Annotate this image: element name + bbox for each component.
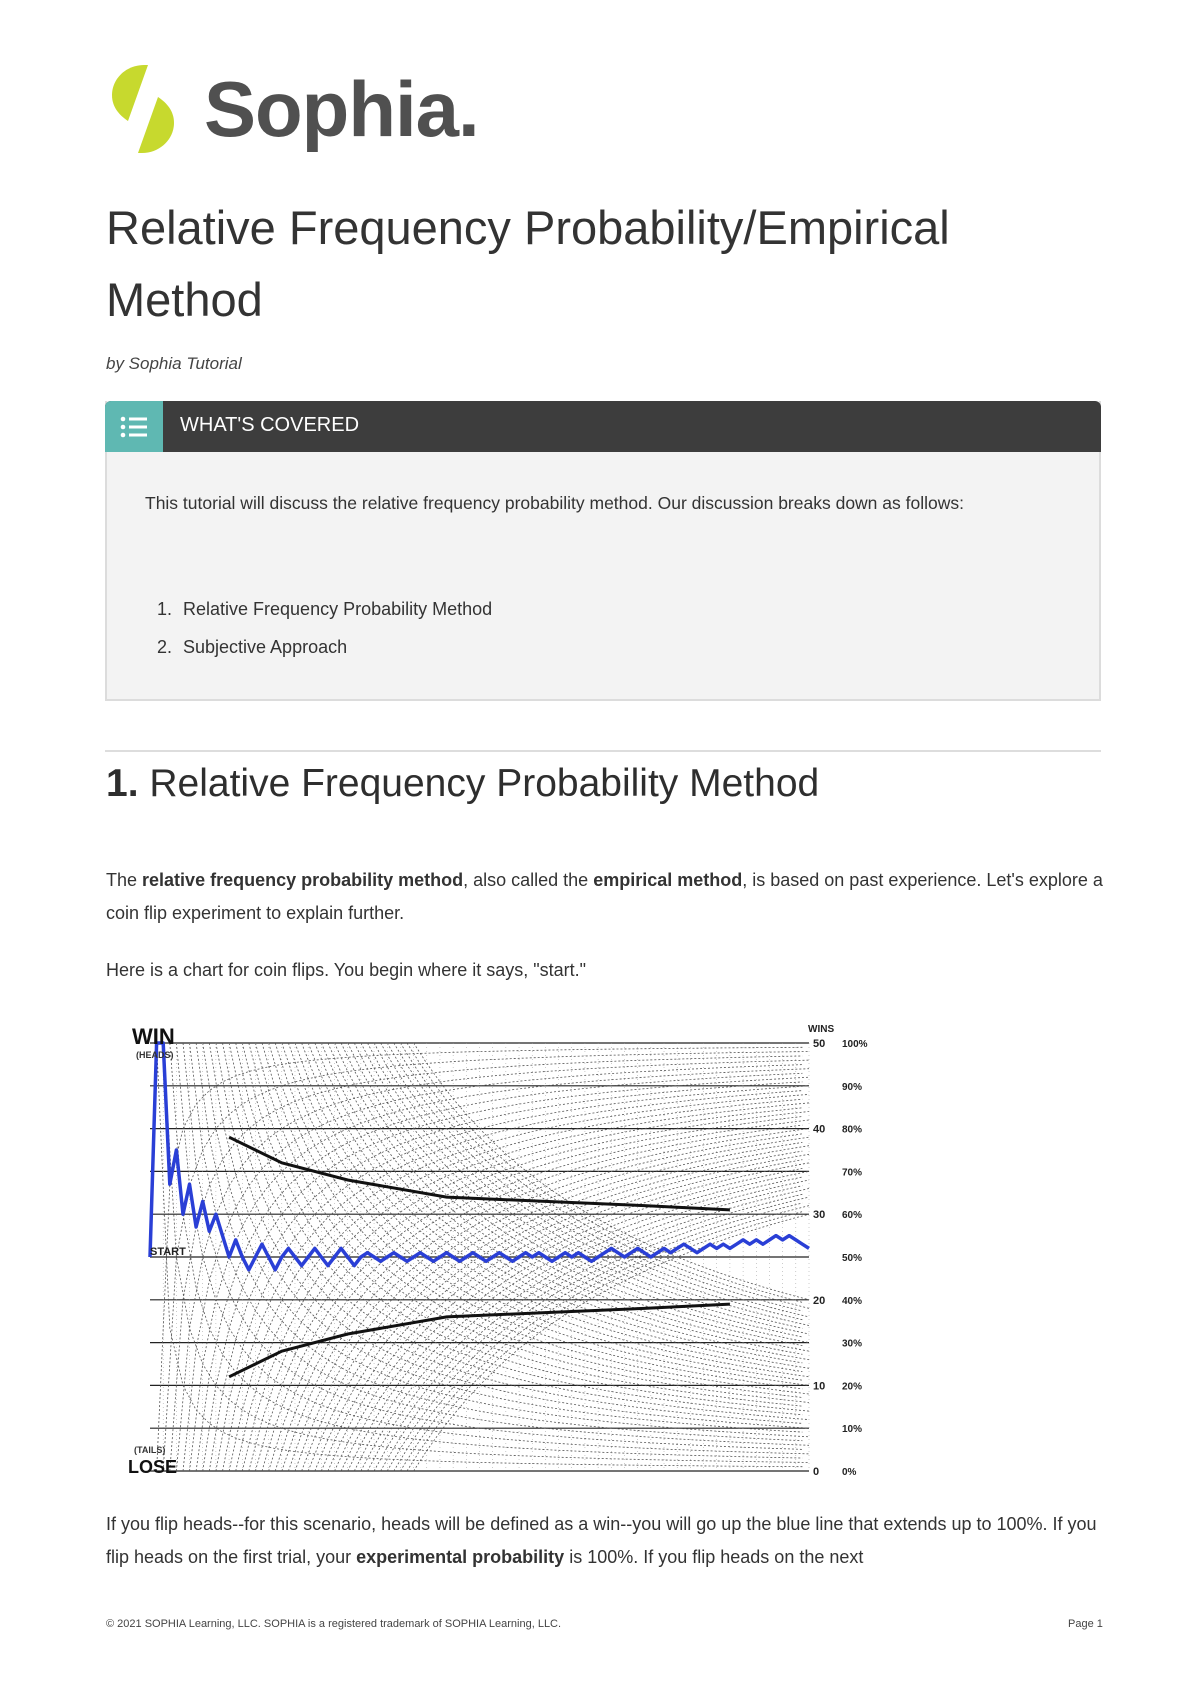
footer-copyright: © 2021 SOPHIA Learning, LLC. SOPHIA is a registered trademark of SOPHIA Learning, LLC. [106,1618,562,1630]
lattice-curve [163,1043,809,1462]
lattice-curve [209,1082,802,1471]
list-icon [105,401,163,452]
section-heading: 1. Relative Frequency Probability Method [106,762,820,805]
percent-tick-label: 20% [842,1381,863,1393]
tails-label: (TAILS) [134,1445,166,1455]
lattice-curve [196,1073,802,1471]
percent-tick-label: 40% [842,1295,863,1307]
lattice-curve [229,1094,809,1471]
page-title: Relative Frequency Probability/Empirical Method [106,201,950,326]
lattice-curve [209,1043,802,1432]
paragraph-intro: The relative frequency probability method, also called the empirical method, is based on past experience. Let's explore a coin flip experiment to explain further. [106,870,1103,923]
lattice-curve [196,1043,802,1441]
lattice-curve [269,1043,809,1394]
upper-bound-curve [229,1137,730,1210]
list-item: 2. Subjective Approach [157,637,348,657]
wins-tick-label: 0 [813,1466,820,1478]
lose-label: LOSE [128,1457,178,1477]
wins-tick-label: 40 [813,1123,826,1136]
lattice-curve [275,1125,802,1471]
section-divider [105,750,1101,752]
percent-tick-label: 100% [842,1039,868,1050]
percent-tick-label: 60% [842,1210,863,1222]
lattice-curve [381,1043,803,1320]
percent-tick-label: 50% [842,1253,863,1264]
sophia-logo-mark [104,59,182,159]
chart-ticks [813,1038,868,1478]
percent-tick-label: 30% [842,1338,863,1350]
whats-covered-label: WHAT'S COVERED [180,414,360,436]
win-label: WIN [132,1024,175,1049]
wins-tick-label: 30 [813,1209,826,1222]
lattice-curve [400,1206,809,1471]
list-item: 1. Relative Frequency Probability Method [157,599,493,619]
lower-bound-curve [229,1304,730,1377]
percent-tick-label: 10% [842,1424,863,1436]
lattice-curve [242,1043,809,1411]
wins-tick-label: 10 [813,1380,826,1393]
percent-tick-label: 80% [842,1124,863,1136]
lattice-curve [400,1043,809,1308]
lattice-curve [242,1103,809,1471]
whats-covered-intro: This tutorial will discuss the relative frequency probability method. Our discussion breaks down as follows: [145,493,964,513]
lattice-curve [295,1137,809,1471]
sophia-logo-text: Sophia. [204,65,479,153]
lattice-curve [255,1043,809,1403]
coin-flip-chart [128,1018,878,1483]
wins-tick-label: 20 [813,1294,826,1307]
lattice-curve [407,1212,802,1471]
lattice-curve [381,1194,803,1471]
lattice-curve [223,1043,803,1423]
lattice-curve [275,1043,802,1389]
percent-tick-label: 0% [842,1467,857,1478]
sophia-logo [104,54,479,164]
paragraph-chart-intro: Here is a chart for coin flips. You begin where it says, "start." [106,960,587,980]
percent-tick-label: 90% [842,1081,863,1093]
lattice-curve [249,1108,803,1471]
lattice-curve [361,1043,809,1334]
start-label: START [150,1246,186,1258]
heads-label: (HEADS) [136,1050,174,1060]
byline: by Sophia Tutorial [106,354,242,373]
lattice-curve [249,1043,803,1406]
paragraph-explanation: If you flip heads--for this scenario, heads will be defined as a win--you will go up the blue line that extends up to 100%. If you flip heads on the first trial, your experimental probability is 100%. If you flip heads on the next [106,1514,1097,1567]
percent-tick-label: 70% [842,1167,863,1179]
lattice-curve [223,1091,803,1471]
footer-page-number: Page 1 [1068,1618,1103,1630]
whats-covered-list [157,592,492,668]
lattice-curve [295,1043,809,1377]
wins-axis-label: WINS [808,1024,835,1035]
lattice-curve [269,1120,809,1471]
wins-tick-label: 50 [813,1038,826,1050]
whats-covered-header [105,401,1101,452]
